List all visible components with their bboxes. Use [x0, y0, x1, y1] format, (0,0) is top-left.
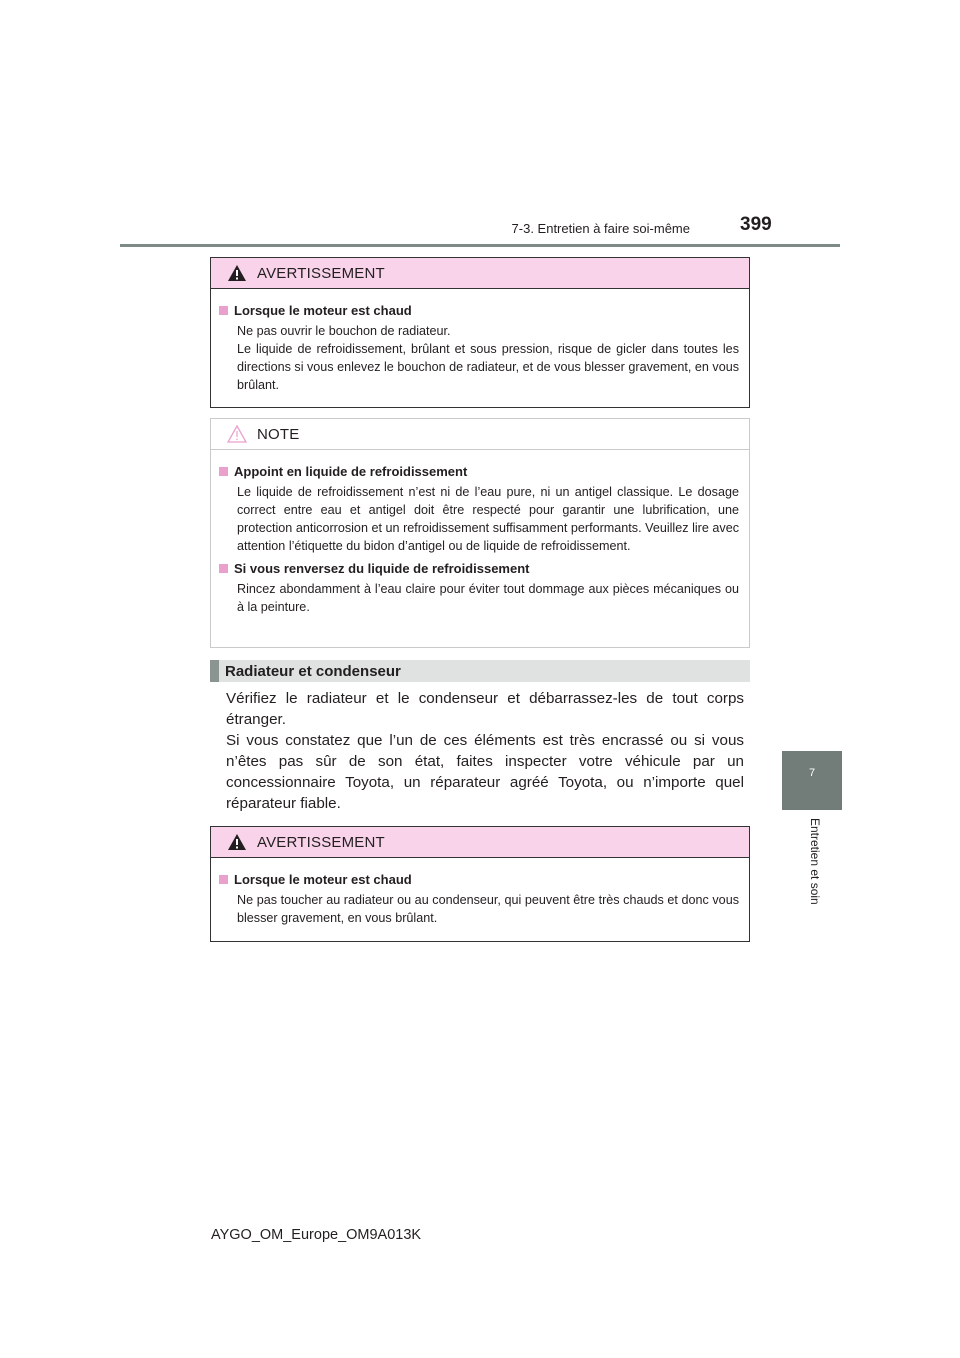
section-body [226, 688, 744, 814]
header-rule [120, 244, 840, 247]
chapter-tab [782, 751, 842, 810]
warning-box-2 [210, 826, 750, 942]
warning-item [219, 872, 739, 927]
square-bullet-icon [219, 306, 228, 315]
warning-box-header [211, 258, 749, 289]
warning-item-line: Le liquide de refroidissement, brûlant et sous pression, risque de gicler dans toutes les directions si vous enlevez le bouchon de radiateur, et de vous blesser gravement, en vous brûlant. [237, 342, 739, 392]
warning-item-title: Lorsque le moteur est chaud [234, 303, 412, 318]
chapter-number: 7 [808, 767, 816, 779]
warning-triangle-icon [227, 264, 247, 282]
footer-document-code: AYGO_OM_Europe_OM9A013K [211, 1227, 422, 1243]
note-item [219, 464, 739, 555]
note-item-text: Rincez abondamment à l’eau claire pour éviter tout dommage aux pièces mécaniques ou à la peinture. [237, 582, 739, 614]
warning-box-header [211, 827, 749, 858]
note-box-header [211, 419, 749, 450]
body-paragraph: Si vous constatez que l’un de ces éléments est très encrassé ou si vous n’êtes pas sûr de son état, faites inspecter votre véhicule par un concessionnaire Toyota, un réparateur agréé Toyota, ou n’importe quel réparateur fiable. [226, 732, 744, 812]
warning-item [219, 303, 739, 394]
note-box [210, 418, 750, 648]
body-paragraph: Vérifiez le radiateur et le condenseur et débarrassez-les de tout corps étranger. [226, 690, 744, 728]
section-heading: Radiateur et condenseur [210, 660, 750, 682]
warning-item-text [219, 322, 739, 394]
warning-triangle-icon [227, 833, 247, 851]
note-item-title: Si vous renversez du liquide de refroidissement [234, 561, 530, 576]
caution-triangle-icon [227, 425, 247, 443]
header-section-title: 7-3. Entretien à faire soi-même [511, 221, 690, 236]
note-item-title: Appoint en liquide de refroidissement [234, 464, 468, 479]
square-bullet-icon [219, 564, 228, 573]
warning-item-line: Ne pas ouvrir le bouchon de radiateur. [237, 324, 451, 338]
warning-box-1 [210, 257, 750, 408]
note-item [219, 561, 739, 616]
note-heading: NOTE [257, 425, 300, 443]
square-bullet-icon [219, 875, 228, 884]
chapter-title: Entretien et soin [808, 818, 822, 905]
page-number: 399 [740, 214, 772, 235]
square-bullet-icon [219, 467, 228, 476]
warning-item-text: Ne pas toucher au radiateur ou au condenseur, qui peuvent être très chauds et donc vous blesser gravement, en vous brûlant. [237, 893, 739, 925]
warning-heading: AVERTISSEMENT [257, 833, 385, 851]
warning-heading: AVERTISSEMENT [257, 264, 385, 282]
note-item-text: Le liquide de refroidissement n’est ni de l’eau pure, ni un antigel classique. Le dosage correct entre eau et antigel doit être respecté pour garantir une lubrification, une protection anticorrosion et un refroidissement suffisamment performants. Veuillez lire avec attention l’étiquette du bidon d’antigel ou de liquide de refroidissement. [237, 485, 739, 553]
warning-item-title: Lorsque le moteur est chaud [234, 872, 412, 887]
